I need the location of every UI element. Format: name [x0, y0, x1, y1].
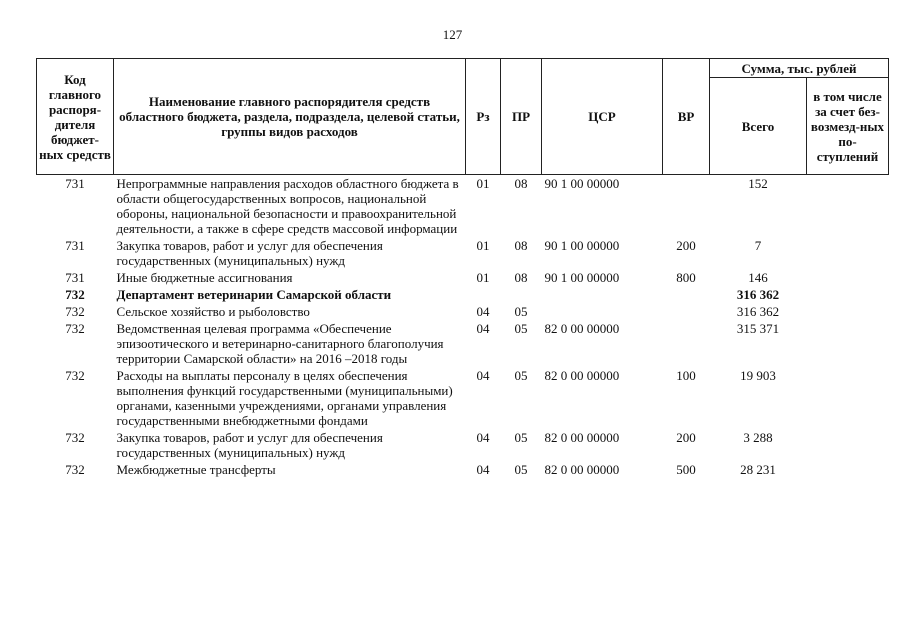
table-row — [37, 320, 889, 367]
code-cell: 732 — [65, 304, 85, 319]
name-cell: Закупка товаров, работ и услуг для обеспечения государственных (муниципальных) нужд — [116, 238, 383, 268]
table-row — [37, 429, 889, 461]
code-cell: 731 — [65, 238, 85, 253]
pr-cell: 05 — [514, 430, 528, 445]
vr-cell — [663, 175, 710, 238]
rz-cell: 01 — [476, 176, 490, 191]
csr-cell: 90 1 00 00000 — [544, 176, 620, 191]
total-cell: 315 371 — [736, 321, 780, 336]
rz-cell: 01 — [476, 238, 490, 253]
code-cell: 732 — [65, 287, 85, 302]
pr-cell: 05 — [514, 304, 528, 319]
header-gratuitous: в том числе за счет без-возмезд-ных по-ступлений — [807, 78, 889, 175]
total-cell: 19 903 — [740, 368, 776, 383]
total-cell: 152 — [748, 176, 768, 191]
name-cell: Расходы на выплаты персоналу в целях обеспечения выполнения функций государственными (муниципальными) органами, казенными учреждениями, органами управления государственными внебюджетными фондами — [116, 368, 453, 428]
gratuitous-cell — [807, 286, 889, 303]
total-cell: 316 362 — [736, 304, 780, 319]
header-name: Наименование главного распорядителя средств областного бюджета, раздела, подраздела, целевой статьи, группы видов расходов — [114, 59, 466, 175]
gratuitous-cell — [807, 175, 889, 238]
header-total: Всего — [710, 78, 807, 175]
rz-cell: 04 — [476, 430, 490, 445]
csr-cell: 82 0 00 00000 — [544, 430, 620, 445]
header-pr: ПР — [501, 59, 542, 175]
pr-cell: 08 — [514, 238, 528, 253]
csr-cell: 82 0 00 00000 — [544, 462, 620, 477]
header-sum-group: Сумма, тыс. рублей — [710, 59, 889, 78]
code-cell: 731 — [65, 270, 85, 285]
csr-cell: 82 0 00 00000 — [544, 368, 620, 383]
name-cell: Департамент ветеринарии Самарской области — [116, 287, 392, 302]
csr-cell: 90 1 00 00000 — [544, 270, 620, 285]
table-row — [37, 237, 889, 269]
name-cell: Закупка товаров, работ и услуг для обеспечения государственных (муниципальных) нужд — [116, 430, 383, 460]
code-cell: 732 — [65, 368, 85, 383]
name-cell: Сельское хозяйство и рыболовство — [116, 304, 310, 319]
header-code: Код главного распоря-дителя бюджет-ных средств — [37, 59, 114, 175]
vr-cell — [663, 303, 710, 320]
pr-cell: 05 — [514, 368, 528, 383]
vr-cell — [663, 286, 710, 303]
csr-cell: 90 1 00 00000 — [544, 238, 620, 253]
pr-cell: 08 — [514, 270, 528, 285]
gratuitous-cell — [807, 320, 889, 367]
vr-cell: 800 — [676, 270, 696, 285]
pr-cell: 08 — [514, 176, 528, 191]
table-row — [37, 367, 889, 429]
table-row — [37, 175, 889, 238]
vr-cell: 500 — [676, 462, 696, 477]
pr-cell: 05 — [514, 462, 528, 477]
gratuitous-cell — [807, 429, 889, 461]
name-cell: Межбюджетные трансферты — [116, 462, 276, 477]
page-number: 127 — [442, 27, 463, 42]
vr-cell: 200 — [676, 238, 696, 253]
table-body — [37, 175, 889, 479]
table-header — [37, 59, 889, 175]
header-csr: ЦСР — [542, 59, 663, 175]
vr-cell — [663, 320, 710, 367]
rz-cell: 04 — [476, 462, 490, 477]
gratuitous-cell — [807, 303, 889, 320]
code-cell: 732 — [65, 321, 85, 336]
total-cell: 7 — [754, 238, 762, 253]
vr-cell: 200 — [676, 430, 696, 445]
code-cell: 731 — [65, 176, 85, 191]
csr-cell — [542, 286, 663, 303]
csr-cell: 82 0 00 00000 — [544, 321, 620, 336]
table-row — [37, 269, 889, 286]
gratuitous-cell — [807, 367, 889, 429]
name-cell: Непрограммные направления расходов областного бюджета в области общегосударственных вопросов, национальной обороны, национальной безопасности и правоохранительной деятельности, а также в сфере средств массовой информации — [116, 176, 459, 236]
total-cell: 3 288 — [743, 430, 773, 445]
total-cell: 146 — [748, 270, 768, 285]
vr-cell: 100 — [676, 368, 696, 383]
name-cell: Иные бюджетные ассигнования — [116, 270, 293, 285]
rz-cell: 01 — [476, 270, 490, 285]
rz-cell: 04 — [476, 304, 490, 319]
table-row — [37, 303, 889, 320]
code-cell: 732 — [65, 462, 85, 477]
pr-cell — [501, 286, 542, 303]
table-row — [37, 461, 889, 478]
table-row — [37, 286, 889, 303]
csr-cell — [542, 303, 663, 320]
name-cell: Ведомственная целевая программа «Обеспечение эпизоотического и ветеринарно-санитарного благополучия территории Самарской области» на 2016 –2018 годы — [116, 321, 444, 366]
total-cell: 28 231 — [740, 462, 776, 477]
gratuitous-cell — [807, 269, 889, 286]
header-rz: Рз — [466, 59, 501, 175]
header-vr: ВР — [663, 59, 710, 175]
gratuitous-cell — [807, 237, 889, 269]
gratuitous-cell — [807, 461, 889, 478]
budget-table — [36, 58, 889, 478]
code-cell: 732 — [65, 430, 85, 445]
rz-cell: 04 — [476, 321, 490, 336]
pr-cell: 05 — [514, 321, 528, 336]
total-cell: 316 362 — [736, 287, 780, 302]
rz-cell — [466, 286, 501, 303]
rz-cell: 04 — [476, 368, 490, 383]
